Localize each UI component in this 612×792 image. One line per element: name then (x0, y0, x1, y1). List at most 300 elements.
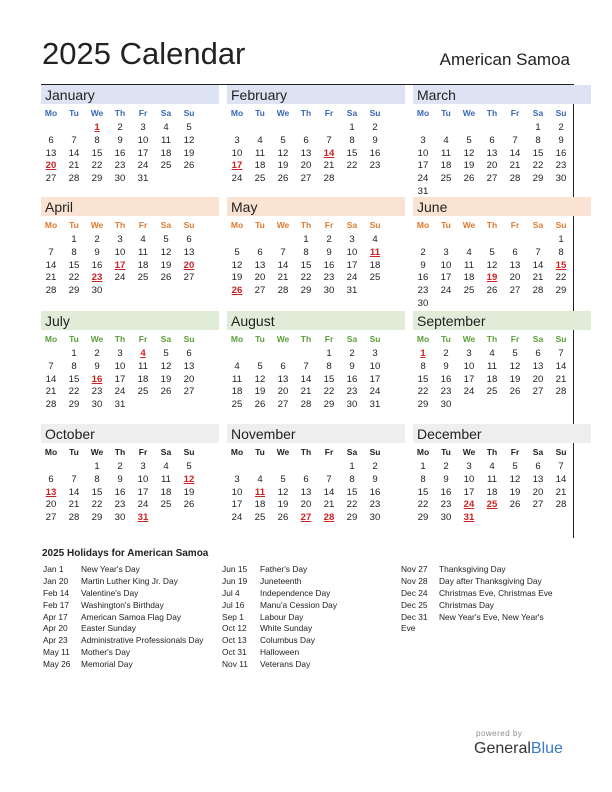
day-cell: 23 (440, 499, 452, 511)
holiday-date-label: Jul 16 (222, 599, 245, 610)
day-cell: 24 (137, 160, 149, 172)
day-cell: 3 (140, 461, 146, 472)
weekday-label: Sa (346, 220, 358, 230)
day-cell: 21 (45, 272, 57, 284)
month-header (413, 424, 591, 443)
brand-logo[interactable] (474, 740, 563, 758)
day-cell: 18 (486, 373, 498, 385)
month-october (41, 423, 219, 536)
day-cell: 18 (160, 147, 172, 159)
weekday-label: Tu (69, 447, 79, 457)
day-cell: 12 (509, 473, 521, 485)
holiday-date-label: Dec 25 (401, 599, 428, 610)
holiday-name: White Sunday (260, 623, 313, 634)
weekday-label: Mo (416, 220, 430, 230)
day-cell: 3 (372, 348, 378, 359)
day-cell: 4 (163, 122, 169, 133)
weekday-label: We (276, 108, 290, 118)
day-cell: 16 (114, 147, 126, 159)
day-cell: 28 (68, 512, 80, 524)
day-cell: 10 (231, 147, 243, 159)
day-cell: 28 (555, 499, 567, 511)
weekday-label: Su (555, 447, 567, 457)
day-cell: 11 (161, 473, 171, 485)
day-cell: 19 (509, 486, 521, 498)
weekday-label: Tu (69, 220, 79, 230)
holiday-name: Columbus Day (260, 635, 315, 646)
weekday-label: We (462, 447, 476, 457)
day-cell: 30 (114, 512, 126, 524)
day-cell: 13 (532, 473, 544, 485)
month-february (227, 84, 405, 197)
day-cell: 16 (114, 486, 126, 498)
weekday-label: Mo (230, 108, 244, 118)
day-cell: 23 (417, 285, 429, 297)
holiday-name: Father's Day (260, 564, 308, 574)
day-cell: 27 (277, 399, 289, 411)
month-name: March (417, 87, 456, 103)
day-cell: 23 (555, 160, 567, 172)
holiday-date-label: Apr 17 (43, 611, 68, 622)
day-cell: 3 (443, 246, 449, 258)
holiday-date-label: Nov 28 (401, 575, 428, 586)
day-cell: 9 (558, 134, 564, 146)
day-cell: 25 (486, 386, 498, 398)
day-cell: 15 (91, 486, 103, 498)
month-name: July (45, 313, 70, 329)
day-cell: 1 (349, 461, 355, 472)
day-cell: 23 (369, 160, 381, 172)
day-cell: 17 (440, 272, 452, 284)
day-cell: 6 (48, 134, 54, 146)
day-cell: 27 (45, 512, 57, 524)
day-cell: 27 (183, 386, 195, 398)
weekday-label: Fr (138, 447, 148, 457)
day-cell: 11 (464, 259, 474, 271)
holiday-date: 17 (231, 160, 243, 172)
day-cell: 23 (440, 386, 452, 398)
day-cell: 28 (300, 399, 312, 411)
holiday-name: Halloween (260, 647, 300, 658)
day-cell: 2 (94, 348, 100, 359)
day-cell: 9 (420, 259, 426, 271)
month-name: September (417, 313, 486, 329)
day-cell: 18 (440, 160, 452, 172)
holiday-name: Labour Day (260, 611, 304, 622)
day-cell: 6 (535, 348, 541, 359)
day-cell: 30 (440, 512, 452, 524)
day-cell: 4 (443, 134, 449, 146)
calendar-grid (40, 84, 574, 538)
day-cell: 3 (466, 461, 472, 472)
day-cell: 25 (137, 386, 149, 398)
weekday-label: We (90, 334, 104, 344)
holiday-date-label: Apr 20 (43, 623, 68, 634)
day-cell: 10 (369, 360, 381, 372)
month-name: May (231, 199, 258, 215)
day-cell: 20 (532, 486, 544, 498)
day-cell: 17 (114, 373, 126, 385)
weekday-label: Su (183, 334, 195, 344)
day-cell: 16 (369, 486, 381, 498)
holiday-date: 24 (463, 499, 475, 511)
holiday-date: 31 (463, 512, 475, 524)
day-cell: 5 (280, 473, 286, 485)
day-cell: 5 (257, 360, 263, 372)
day-cell: 21 (277, 272, 289, 284)
day-cell: 28 (277, 285, 289, 297)
holiday-date: 19 (486, 272, 498, 284)
holiday-date: 25 (486, 499, 498, 511)
weekday-label: Mo (230, 334, 244, 344)
weekday-label: Su (369, 447, 381, 457)
day-cell: 26 (509, 499, 521, 511)
day-cell: 13 (486, 147, 498, 159)
day-cell: 13 (45, 147, 57, 159)
weekday-label: We (276, 220, 290, 230)
weekday-label: Th (114, 220, 126, 230)
day-cell: 31 (369, 399, 381, 411)
day-cell: 14 (509, 147, 521, 159)
day-cell: 31 (417, 186, 429, 197)
weekday-label: Th (486, 334, 498, 344)
holiday-name: Independence Day (260, 587, 331, 598)
holiday-name: New Year's Day (81, 564, 140, 574)
day-cell: 8 (326, 360, 332, 372)
month-name: November (231, 426, 296, 442)
day-cell: 27 (45, 173, 57, 185)
day-cell: 11 (441, 147, 451, 159)
month-name: August (231, 313, 275, 329)
day-cell: 1 (558, 234, 564, 245)
day-cell: 25 (231, 399, 243, 411)
weekday-label: Fr (138, 220, 148, 230)
weekday-label: Fr (510, 447, 520, 457)
day-cell: 22 (532, 160, 544, 172)
day-cell: 13 (509, 259, 521, 271)
day-cell: 13 (277, 373, 289, 385)
holiday-name: Mother's Day (81, 647, 131, 658)
holiday-date-label: Jan 1 (43, 564, 64, 574)
day-cell: 14 (300, 373, 312, 385)
day-cell: 2 (372, 122, 378, 133)
month-name: February (231, 87, 288, 103)
day-cell: 10 (440, 259, 452, 271)
day-cell: 19 (277, 499, 289, 511)
day-cell: 25 (254, 512, 266, 524)
day-cell: 17 (463, 373, 475, 385)
day-cell: 20 (183, 373, 195, 385)
day-cell: 7 (512, 134, 518, 146)
day-cell: 27 (532, 499, 544, 511)
day-cell: 22 (346, 160, 358, 172)
weekday-label: Sa (532, 108, 544, 118)
day-cell: 8 (349, 473, 355, 485)
holiday-date-label: Dec 24 (401, 587, 428, 598)
weekday-label: Mo (416, 447, 430, 457)
day-cell: 9 (443, 360, 449, 372)
day-cell: 16 (417, 272, 429, 284)
month-header (41, 424, 219, 443)
day-cell: 22 (417, 386, 429, 398)
holiday-name: Manu'a Cession Day (260, 599, 338, 610)
day-cell: 7 (280, 246, 286, 258)
day-cell: 30 (346, 399, 358, 411)
day-cell: 2 (117, 122, 123, 133)
holiday-date: 12 (183, 473, 195, 485)
holiday-date-label: Jul 4 (222, 587, 240, 598)
day-cell: 8 (349, 134, 355, 146)
weekday-label: We (276, 334, 290, 344)
day-cell: 14 (532, 259, 544, 271)
day-cell: 9 (117, 134, 123, 146)
weekday-label: Fr (138, 108, 148, 118)
holiday-name: Veterans Day (260, 659, 311, 670)
day-cell: 5 (163, 234, 169, 245)
weekday-label: Tu (69, 108, 79, 118)
day-cell: 19 (160, 259, 172, 271)
holiday-date-label: Eve (401, 623, 416, 634)
day-cell: 24 (137, 499, 149, 511)
day-cell: 7 (48, 246, 54, 258)
holiday-date: 1 (420, 348, 426, 359)
day-cell: 21 (555, 486, 567, 498)
day-cell: 20 (254, 272, 266, 284)
day-cell: 22 (555, 272, 567, 284)
day-cell: 4 (489, 461, 495, 472)
holiday-date: 11 (254, 486, 266, 498)
day-cell: 8 (71, 360, 77, 372)
day-cell: 29 (91, 173, 103, 185)
day-cell: 19 (183, 147, 195, 159)
day-cell: 8 (94, 473, 100, 485)
day-cell: 12 (463, 147, 475, 159)
day-cell: 9 (94, 360, 100, 372)
month-header (227, 197, 405, 216)
day-cell: 14 (45, 373, 57, 385)
day-cell: 20 (532, 373, 544, 385)
day-cell: 5 (512, 348, 518, 359)
day-cell: 13 (183, 246, 195, 258)
day-cell: 6 (303, 473, 309, 485)
day-cell: 11 (232, 373, 242, 385)
month-header (41, 311, 219, 330)
day-cell: 22 (323, 386, 335, 398)
day-cell: 1 (420, 461, 426, 472)
day-cell: 29 (68, 399, 80, 411)
day-cell: 28 (532, 285, 544, 297)
day-cell: 25 (160, 160, 172, 172)
holiday-date-label: Apr 23 (43, 635, 68, 646)
day-cell: 2 (326, 234, 332, 245)
day-cell: 28 (555, 386, 567, 398)
day-cell: 16 (323, 259, 335, 271)
day-cell: 21 (323, 160, 335, 172)
day-cell: 30 (417, 298, 429, 309)
day-cell: 15 (68, 373, 80, 385)
day-cell: 3 (420, 134, 426, 146)
day-cell: 3 (140, 122, 146, 133)
day-cell: 23 (346, 386, 358, 398)
day-cell: 7 (326, 473, 332, 485)
month-header (413, 85, 591, 104)
holiday-date: 13 (45, 486, 57, 498)
day-cell: 2 (94, 234, 100, 245)
day-cell: 5 (186, 122, 192, 133)
day-cell: 2 (443, 348, 449, 359)
day-cell: 22 (346, 499, 358, 511)
day-cell: 10 (231, 486, 243, 498)
day-cell: 13 (300, 486, 312, 498)
day-cell: 18 (486, 486, 498, 498)
day-cell: 28 (45, 399, 57, 411)
day-cell: 22 (68, 386, 80, 398)
day-cell: 18 (369, 259, 381, 271)
day-cell: 15 (346, 486, 358, 498)
weekday-label: Fr (324, 108, 334, 118)
month-header (227, 311, 405, 330)
day-cell: 3 (234, 473, 240, 485)
holiday-date-label: Oct 12 (222, 623, 247, 634)
weekday-label: Mo (44, 334, 58, 344)
weekday-label: Tu (255, 447, 265, 457)
day-cell: 26 (463, 173, 475, 185)
weekday-label: Su (183, 108, 195, 118)
holiday-date-label: May 11 (43, 647, 70, 658)
day-cell: 29 (555, 285, 567, 297)
month-june (413, 196, 591, 309)
weekday-label: Mo (44, 447, 58, 457)
day-cell: 29 (68, 285, 80, 297)
holiday-date: 15 (555, 259, 567, 271)
weekday-label: Th (114, 334, 126, 344)
day-cell: 12 (509, 360, 521, 372)
month-header (227, 424, 405, 443)
month-april (41, 196, 219, 309)
day-cell: 12 (254, 373, 266, 385)
month-name: December (417, 426, 482, 442)
day-cell: 28 (45, 285, 57, 297)
day-cell: 26 (277, 512, 289, 524)
weekday-label: Su (555, 334, 567, 344)
day-cell: 18 (160, 486, 172, 498)
day-cell: 6 (303, 134, 309, 146)
day-cell: 20 (45, 499, 57, 511)
day-cell: 12 (277, 147, 289, 159)
weekday-label: Fr (510, 220, 520, 230)
weekday-label: Sa (160, 334, 172, 344)
day-cell: 10 (137, 134, 149, 146)
day-cell: 21 (68, 160, 80, 172)
day-cell: 24 (114, 386, 126, 398)
day-cell: 26 (277, 173, 289, 185)
weekday-label: Su (183, 220, 195, 230)
weekday-label: Tu (441, 108, 451, 118)
day-cell: 3 (349, 234, 355, 245)
weekday-label: We (462, 108, 476, 118)
day-cell: 10 (463, 473, 475, 485)
day-cell: 15 (323, 373, 335, 385)
day-cell: 17 (463, 486, 475, 498)
day-cell: 14 (68, 147, 80, 159)
weekday-label: Sa (532, 334, 544, 344)
day-cell: 20 (300, 160, 312, 172)
holiday-name: Washington's Birthday (81, 599, 164, 610)
day-cell: 27 (254, 285, 266, 297)
weekday-label: Th (114, 108, 126, 118)
month-header (41, 85, 219, 104)
holiday-name: Thanksgiving Day (439, 564, 506, 574)
day-cell: 19 (254, 386, 266, 398)
weekday-label: Sa (160, 108, 172, 118)
day-cell: 15 (417, 373, 429, 385)
holiday-name: Juneteenth (260, 575, 302, 586)
day-cell: 5 (512, 461, 518, 472)
holiday-name: Memorial Day (81, 659, 133, 670)
day-cell: 12 (183, 134, 195, 146)
day-cell: 26 (254, 399, 266, 411)
day-cell: 7 (558, 348, 564, 359)
day-cell: 12 (277, 486, 289, 498)
month-may (227, 196, 405, 309)
day-cell: 18 (254, 499, 266, 511)
day-cell: 29 (532, 173, 544, 185)
weekday-label: Mo (230, 220, 244, 230)
day-cell: 16 (91, 259, 103, 271)
day-cell: 2 (349, 348, 355, 359)
holiday-date-label: Oct 13 (222, 635, 247, 646)
day-cell: 21 (532, 272, 544, 284)
day-cell: 30 (91, 399, 103, 411)
day-cell: 24 (114, 272, 126, 284)
weekday-label: Sa (346, 334, 358, 344)
day-cell: 26 (486, 285, 498, 297)
day-cell: 9 (94, 246, 100, 258)
day-cell: 13 (183, 360, 195, 372)
weekday-label: We (90, 447, 104, 457)
day-cell: 18 (463, 272, 475, 284)
weekday-label: Su (369, 220, 381, 230)
weekday-label: Tu (441, 334, 451, 344)
day-cell: 14 (68, 486, 80, 498)
day-cell: 19 (463, 160, 475, 172)
day-cell: 4 (466, 246, 472, 258)
day-cell: 10 (346, 246, 358, 258)
holiday-date: 4 (140, 348, 146, 359)
day-cell: 23 (114, 160, 126, 172)
weekday-label: Th (486, 108, 498, 118)
day-cell: 18 (137, 259, 149, 271)
day-cell: 26 (183, 160, 195, 172)
day-cell: 19 (509, 373, 521, 385)
weekday-label: Tu (441, 447, 451, 457)
day-cell: 29 (323, 399, 335, 411)
weekday-label: Su (183, 447, 195, 457)
day-cell: 11 (487, 473, 497, 485)
holiday-name: New Year's Eve, New Year's (439, 611, 544, 622)
day-cell: 3 (234, 134, 240, 146)
weekday-label: Mo (44, 108, 58, 118)
month-name: October (45, 426, 95, 442)
day-cell: 6 (186, 348, 192, 359)
holiday-date: 20 (45, 160, 57, 172)
weekday-label: Fr (510, 108, 520, 118)
day-cell: 3 (117, 348, 123, 359)
weekday-label: Fr (324, 220, 334, 230)
day-cell: 20 (509, 272, 521, 284)
page-title: 2025 Calendar (42, 36, 246, 71)
month-header (41, 197, 219, 216)
